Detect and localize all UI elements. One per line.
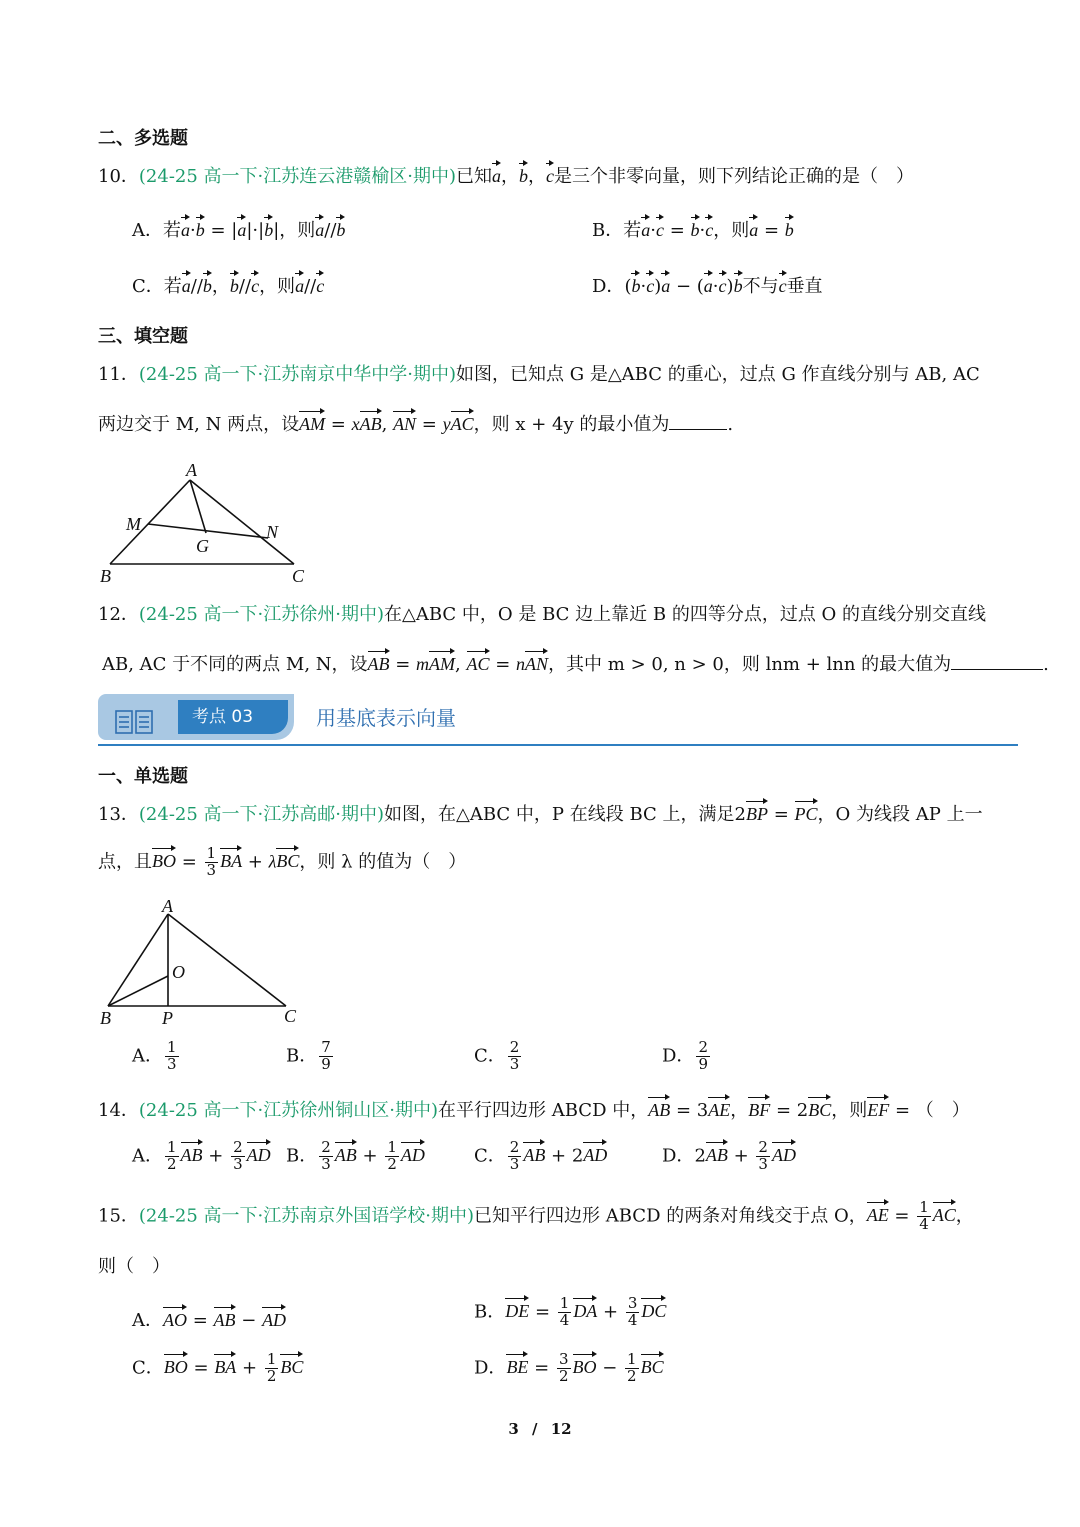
question-source: (24-25 高一下·江苏徐州铜山区·期中) xyxy=(138,1100,439,1121)
label-b: B xyxy=(100,566,111,586)
question-source: (24-25 高一下·江苏连云港赣榆区·期中) xyxy=(138,166,457,187)
question-12-line-2: AB, AC 于不同的两点 M, N，设AB = mAM, AC = nAN，其中 m > 0, n > 0，则 lnm + lnn 的最大值为 . xyxy=(102,654,1049,675)
page-number: 3 xyxy=(508,1420,519,1438)
question-13-option-a[interactable]: A． $\frac{1}{3}$ xyxy=(132,1038,177,1073)
question-number: 12． xyxy=(98,604,139,625)
book-icon xyxy=(114,708,154,736)
question-source: (24-25 高一下·江苏徐州·期中) xyxy=(138,604,385,625)
question-15-option-d[interactable]: D．BE = $\frac{3}{2}$ BO − $\frac{1}{2}$ BC xyxy=(474,1350,664,1385)
section-heading-single: 一、单选题 xyxy=(98,766,188,787)
question-number: 13． xyxy=(98,804,139,825)
label-b: B xyxy=(100,1008,111,1028)
question-13-option-d[interactable]: D． $\frac{2}{9}$ xyxy=(662,1038,708,1073)
page-total: 12 xyxy=(550,1420,572,1438)
question-13-option-c[interactable]: C． $\frac{2}{3}$ xyxy=(474,1038,520,1073)
question-15-option-a[interactable]: A．AO = AB − AD xyxy=(132,1310,287,1331)
question-10-option-d[interactable]: D．(b·c)a − (a·c)b不与c垂直 xyxy=(592,276,823,297)
topic-tag: 考点 03 xyxy=(178,700,288,734)
question-10-option-b[interactable]: B．若a·c = b·c，则a = b xyxy=(592,220,794,241)
question-14-stem: 14．(24-25 高一下·江苏徐州铜山区·期中)在平行四边形 ABCD 中，AB = 3AE，BF = 2BC，则EF = （ ） xyxy=(98,1100,970,1121)
label-n: N xyxy=(266,522,279,542)
median-ag xyxy=(190,480,206,533)
question-15-option-c[interactable]: C．BO = BA + $\frac{1}{2}$ BC xyxy=(132,1350,304,1385)
label-a: A xyxy=(186,460,197,480)
page-footer: 3 / 12 xyxy=(508,1420,572,1438)
question-14-option-c[interactable]: C． $\frac{2}{3}$ AB + 2AD xyxy=(474,1138,608,1173)
question-10-stem: 10．(24-25 高一下·江苏连云港赣榆区·期中)已知a，b，c是三个非零向量，则下列结论正确的是（ ） xyxy=(98,166,915,187)
answer-blank[interactable] xyxy=(669,429,727,430)
label-g: G xyxy=(196,536,209,556)
question-10-option-c[interactable]: C．若a//b，b//c，则a//c xyxy=(132,276,325,297)
answer-blank[interactable] xyxy=(951,669,1043,670)
label-p: P xyxy=(162,1008,173,1028)
question-13-triangle-figure xyxy=(96,896,306,1032)
label-c: C xyxy=(284,1006,297,1026)
topic-title: 用基底表示向量 xyxy=(316,706,456,730)
section-heading-multi: 二、多选题 xyxy=(98,128,188,149)
question-11-triangle-figure xyxy=(96,458,326,588)
side-ac xyxy=(168,914,286,1006)
question-14-option-a[interactable]: A． $\frac{1}{2}$ AB + $\frac{2}{3}$ AD xyxy=(132,1138,271,1173)
question-11-line-2: 两边交于 M, N 两点，设AM = xAB, AN = yAC，则 x + 4y 的最小值为 . xyxy=(98,414,734,435)
label-m: M xyxy=(126,514,141,534)
side-ab xyxy=(108,914,168,1006)
question-14-option-d[interactable]: D．2AB + $\frac{2}{3}$ AD xyxy=(662,1138,796,1173)
question-number: 14． xyxy=(98,1100,139,1121)
question-12-line-1: 12．(24-25 高一下·江苏徐州·期中)在△ABC 中，O 是 BC 边上靠近 B 的四等分点，过点 O 的直线分别交直线 xyxy=(98,604,987,625)
question-source: (24-25 高一下·江苏南京中华中学·期中) xyxy=(138,364,457,385)
question-11-line-1: 11．(24-25 高一下·江苏南京中华中学·期中)如图，已知点 G 是△ABC 的重心，过点 G 作直线分别与 AB, AC xyxy=(98,364,980,385)
question-source: (24-25 高一下·江苏南京外国语学校·期中) xyxy=(138,1205,475,1227)
question-number: 11． xyxy=(98,364,139,385)
question-13-option-b[interactable]: B． $\frac{7}{9}$ xyxy=(286,1038,331,1073)
question-10-option-a[interactable]: A．若a·b = |a|·|b|，则a//b xyxy=(132,220,346,241)
question-13-line-1: 13．(24-25 高一下·江苏高邮·期中)如图，在△ABC 中，P 在线段 BC 上，满足2BP = PC，O 为线段 AP 上一 xyxy=(98,804,983,825)
question-15-stem: 15．(24-25 高一下·江苏南京外国语学校·期中)已知平行四边形 ABCD 的两条对角线交于点 O，AE = $\frac{1}{4}$ AC， xyxy=(98,1198,974,1233)
question-number: 10． xyxy=(98,166,139,187)
label-o: O xyxy=(172,962,185,982)
question-13-line-2: 点，且BO = $\frac{1}{3}$ BA + λBC，则 λ 的值为（ ） xyxy=(98,844,467,879)
label-a: A xyxy=(162,896,173,916)
question-14-option-b[interactable]: B． $\frac{2}{3}$ AB + $\frac{1}{2}$ AD xyxy=(286,1138,425,1173)
divider xyxy=(98,744,1018,746)
question-15-stem-2: 则（ ） xyxy=(98,1256,170,1277)
section-heading-fill: 三、填空题 xyxy=(98,326,188,347)
question-15-option-b[interactable]: B．DE = $\frac{1}{4}$ DA + $\frac{3}{4}$ DC xyxy=(474,1294,667,1329)
question-number: 15． xyxy=(98,1205,139,1227)
label-c: C xyxy=(292,566,305,586)
side-ab xyxy=(110,480,190,564)
question-source: (24-25 高一下·江苏高邮·期中) xyxy=(138,804,385,825)
